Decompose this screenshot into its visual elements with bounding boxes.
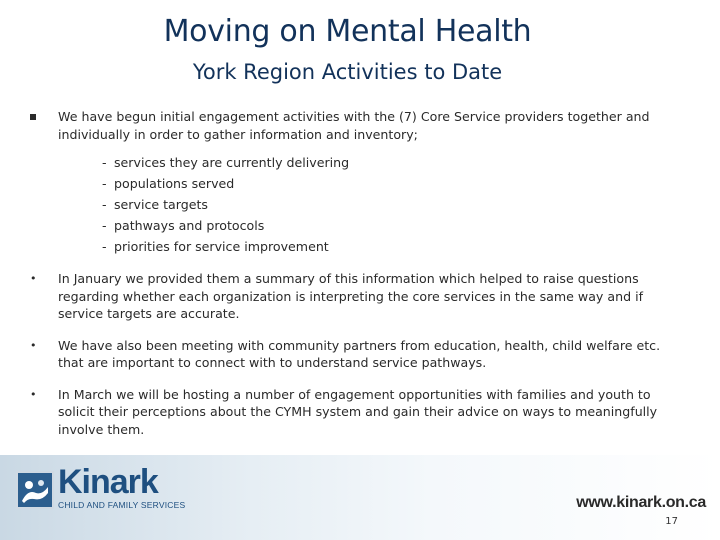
logo-tagline: CHILD AND FAMILY SERVICES xyxy=(58,500,186,510)
sub-list-item: - pathways and protocols xyxy=(102,218,265,233)
list-item-text: We have also been meeting with community partners from education, health, child welfare etc. that are important to connect with to understand service pathways. xyxy=(58,337,661,370)
square-bullet-icon xyxy=(30,108,36,126)
list-item xyxy=(30,270,680,323)
sub-list-item: - priorities for service improvement xyxy=(102,239,329,254)
sub-list-item: - populations served xyxy=(102,176,235,191)
list-item xyxy=(30,108,680,143)
bullet-icon: • xyxy=(30,272,37,285)
sub-list xyxy=(102,152,680,257)
list-item-text: In January we provided them a summary of this information which helped to raise questions regarding whether each organization is interpreting the core services in the same way and if service targets are accurate. xyxy=(58,271,643,321)
sub-list-item: - service targets xyxy=(102,197,208,212)
website-url: www.kinark.on.ca xyxy=(576,494,706,511)
slide-subtitle: York Region Activities to Date xyxy=(192,60,503,84)
bullet-icon: • xyxy=(30,387,37,401)
logo-wordmark: Kinark xyxy=(58,463,158,501)
kinark-logo-icon xyxy=(16,471,54,509)
bullet-icon: • xyxy=(30,338,37,352)
list-item-text: We have begun initial engagement activities with the (7) Core Service providers together and individually in order to gather information and inventory; xyxy=(58,109,650,142)
list-item-text: In March we will be hosting a number of engagement opportunities with families and youth to solicit their perceptions about the CYMH system and gain their advice on ways to meaningfully involve them. xyxy=(58,386,658,437)
list-item xyxy=(30,337,680,372)
footer-banner xyxy=(0,455,720,540)
slide-title: Moving on Mental Health xyxy=(163,14,532,49)
page-number: 17 xyxy=(665,516,678,527)
sub-list-item: - services they are currently delivering xyxy=(102,155,350,170)
slide-content xyxy=(30,108,680,438)
list-item xyxy=(30,386,680,439)
